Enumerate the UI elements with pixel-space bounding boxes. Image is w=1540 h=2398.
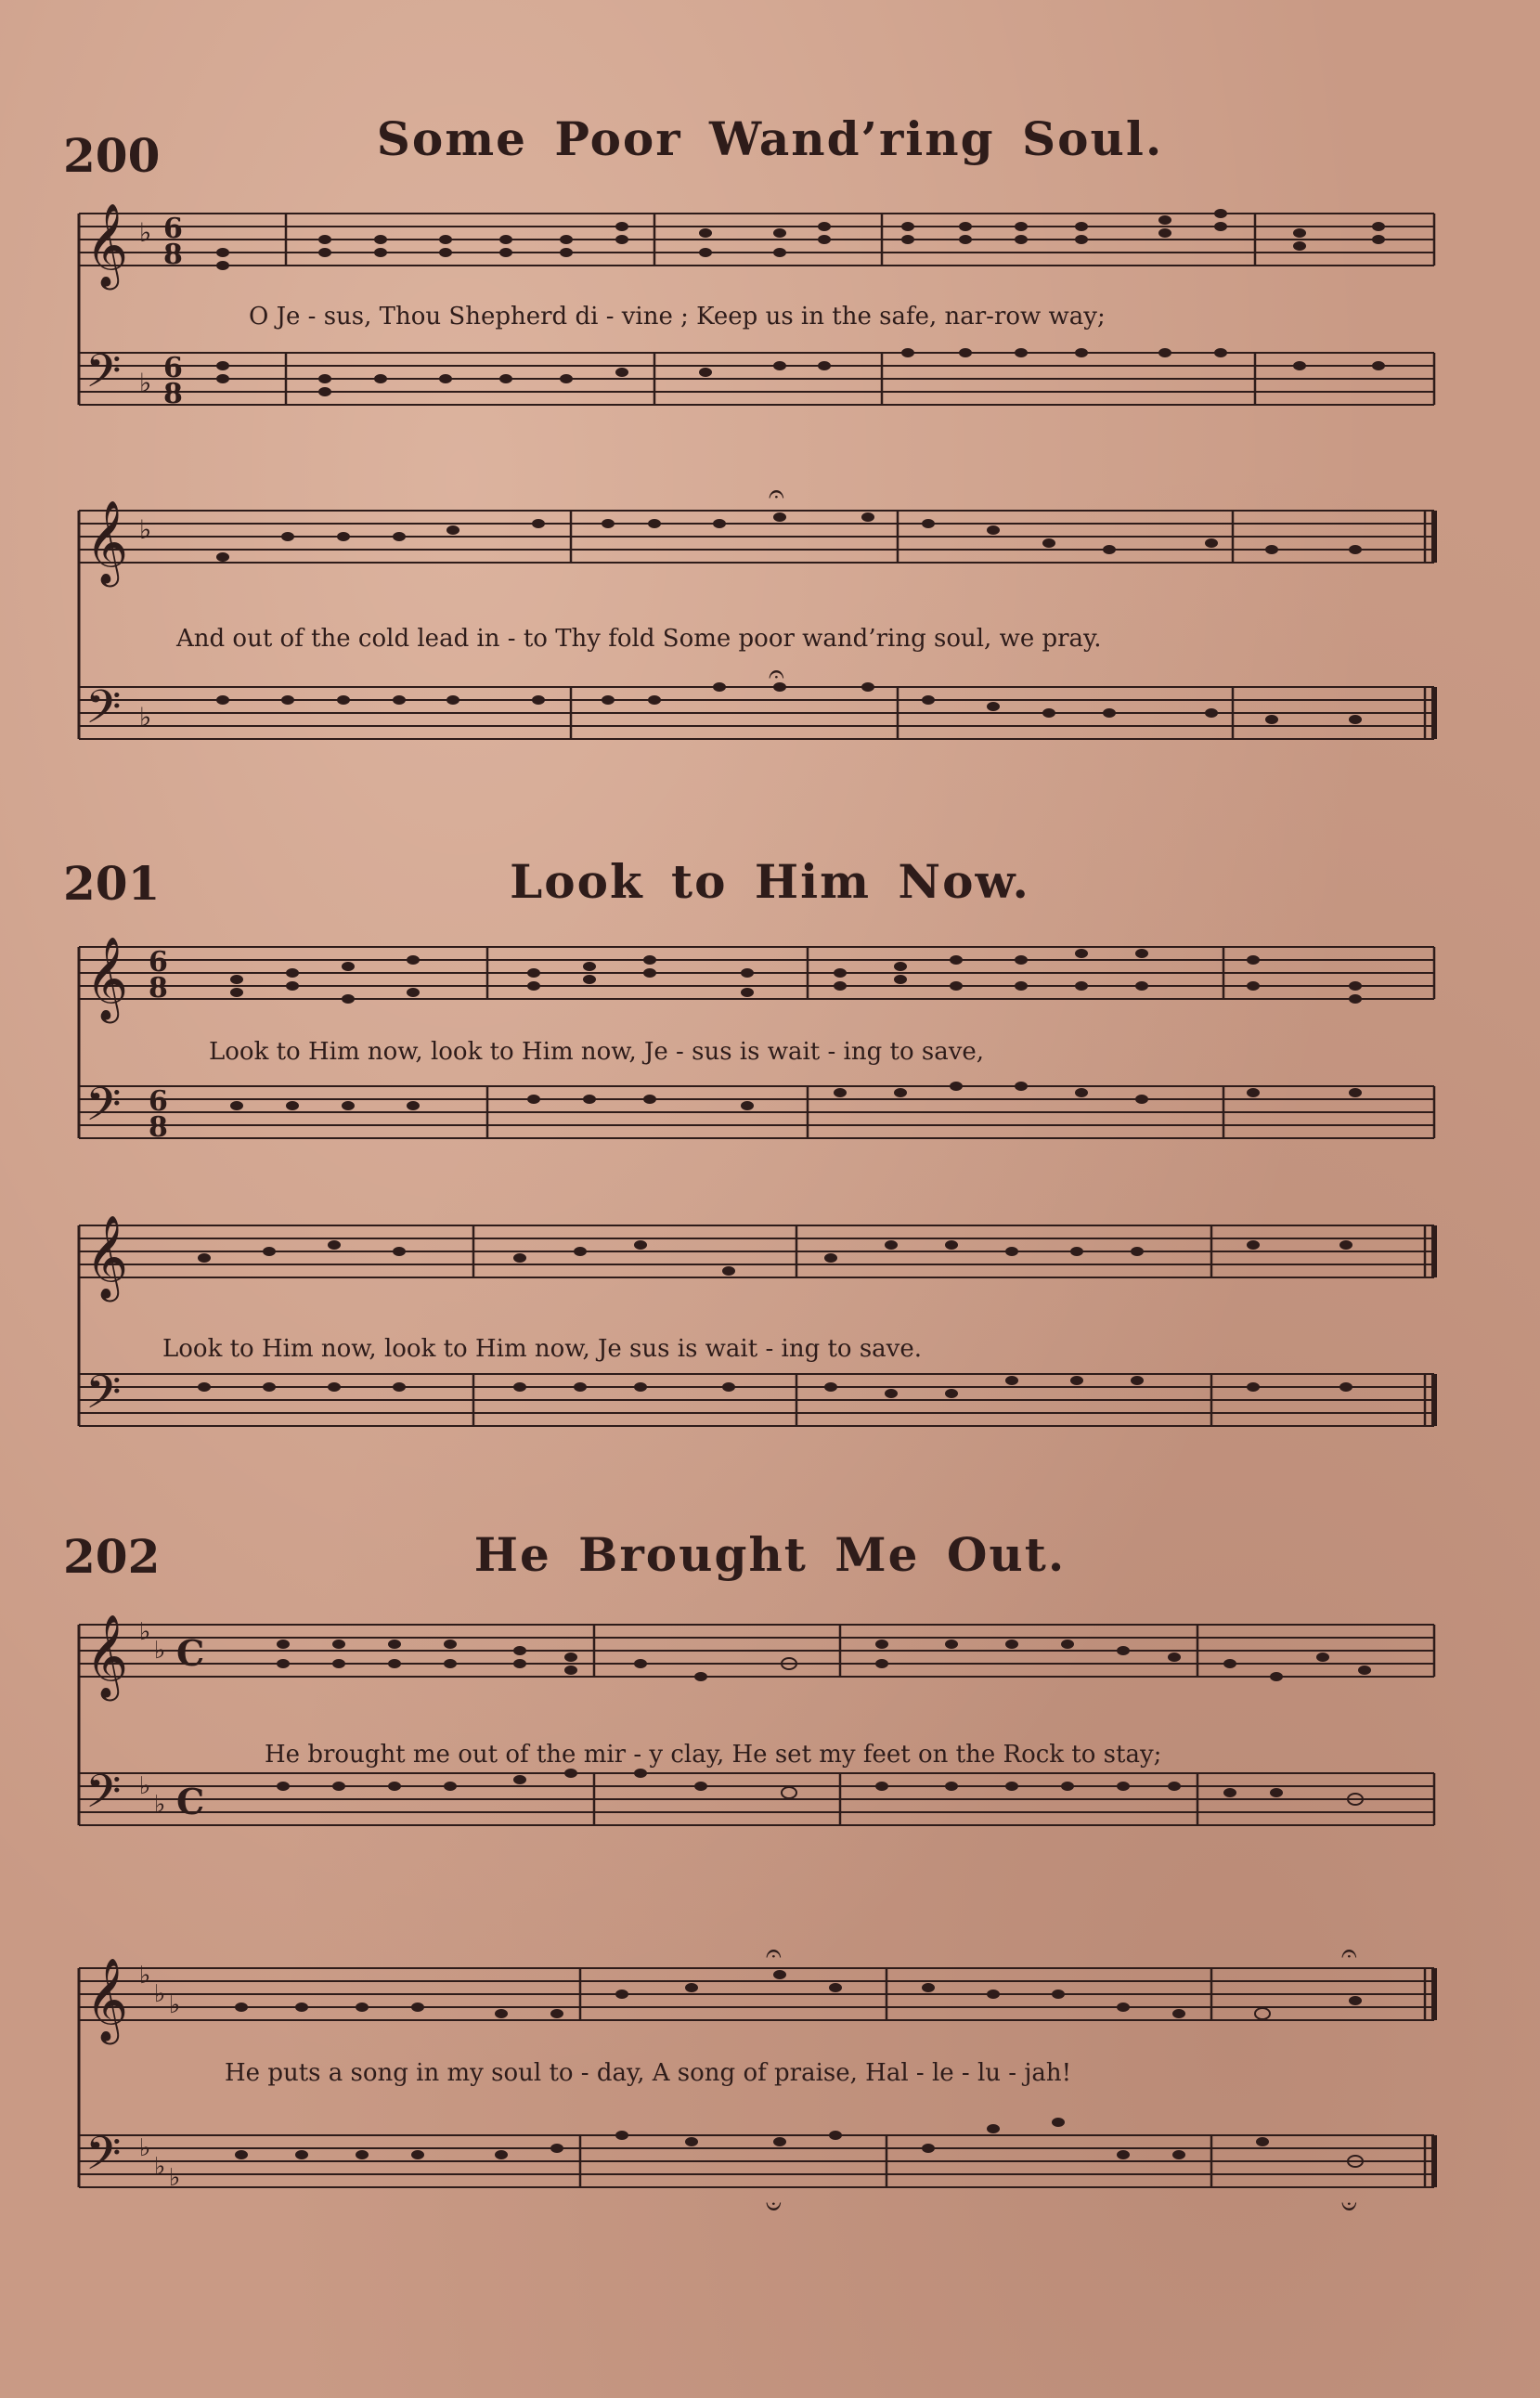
svg-text:♭: ♭ (154, 1791, 166, 1819)
svg-text:♭: ♭ (139, 368, 152, 398)
lyric-line: Look to Him now, look to Him now, Je - sus is wait - ing to save, (209, 1038, 985, 1066)
svg-text:6: 6 (149, 946, 168, 979)
hymn-202-score (0, 1597, 1540, 2228)
hymn-title: Some Poor Wand’ring Soul. (376, 111, 1164, 166)
svg-text:𝄐: 𝄐 (766, 1938, 782, 1970)
hymn-title: Look to Him Now. (510, 854, 1030, 909)
common-time-icon: C (176, 1632, 205, 1674)
svg-text:♭: ♭ (139, 2134, 151, 2162)
svg-text:♭: ♭ (154, 2153, 166, 2181)
bass-clef-icon: 𝄢 (85, 344, 122, 409)
svg-text:𝄐: 𝄐 (769, 658, 784, 691)
treble-clef-icon: 𝄞 (85, 203, 129, 287)
svg-text:♭: ♭ (169, 1991, 181, 2019)
svg-text:♭: ♭ (154, 1637, 166, 1665)
bass-staff (79, 353, 1434, 405)
svg-text:♭: ♭ (139, 1772, 151, 1800)
svg-text:𝄢: 𝄢 (85, 681, 122, 745)
svg-text:♭: ♭ (139, 702, 152, 732)
svg-text:6: 6 (149, 1085, 168, 1118)
fermata-icon: 𝄐 (769, 478, 784, 511)
svg-text:𝄞: 𝄞 (85, 1215, 129, 1299)
svg-text:♭: ♭ (169, 2164, 181, 2192)
svg-text:𝄢: 𝄢 (85, 1765, 122, 1830)
svg-text:𝄞: 𝄞 (85, 1958, 129, 2042)
svg-text:𝄞: 𝄞 (85, 937, 129, 1020)
svg-text:8: 8 (149, 1111, 168, 1144)
svg-text:C: C (176, 1781, 205, 1822)
svg-text:♭: ♭ (139, 514, 152, 545)
lyric-line: Look to Him now, look to Him now, Je sus is wait - ing to save. (162, 1335, 923, 1363)
hymn-200-score (0, 186, 1540, 798)
svg-text:𝄞: 𝄞 (85, 500, 129, 584)
hymn-number: 201 (63, 856, 161, 911)
svg-text:𝄐: 𝄐 (1341, 1938, 1357, 1970)
svg-text:8: 8 (163, 239, 183, 271)
svg-text:𝄞: 𝄞 (85, 1614, 129, 1698)
svg-text:𝄢: 𝄢 (85, 2127, 122, 2192)
time-signature: 6 (163, 213, 183, 245)
svg-text:𝄑: 𝄑 (1341, 2190, 1357, 2223)
svg-text:6: 6 (163, 352, 183, 384)
hymn-number: 200 (63, 128, 161, 183)
lyric-line: And out of the cold lead in - to Thy fold Some poor wand’ring soul, we pray. (176, 625, 1102, 653)
lyric-line: He brought me out of the mir - y clay, He set my feet on the Rock to stay; (265, 1741, 1162, 1769)
svg-text:𝄢: 𝄢 (85, 1078, 122, 1143)
svg-text:♭: ♭ (139, 1618, 151, 1646)
svg-text:𝄢: 𝄢 (85, 1366, 122, 1431)
hymn-title: He Brought Me Out. (473, 1527, 1067, 1582)
svg-text:8: 8 (149, 972, 168, 1005)
svg-text:♭: ♭ (154, 1980, 166, 2008)
lyric-line: O Je - sus, Thou Shepherd di - vine ; Keep us in the safe, nar-row way; (249, 303, 1106, 331)
hymn-number: 202 (63, 1529, 161, 1584)
svg-text:𝄑: 𝄑 (766, 2190, 782, 2223)
svg-text:♭: ♭ (139, 1962, 151, 1990)
lyric-line: He puts a song in my soul to - day, A song of praise, Hal - le - lu - jah! (225, 2059, 1072, 2087)
hymn-201-score (0, 919, 1540, 1495)
svg-text:♭: ♭ (139, 217, 152, 248)
svg-text:8: 8 (163, 378, 183, 410)
treble-staff (79, 214, 1434, 266)
